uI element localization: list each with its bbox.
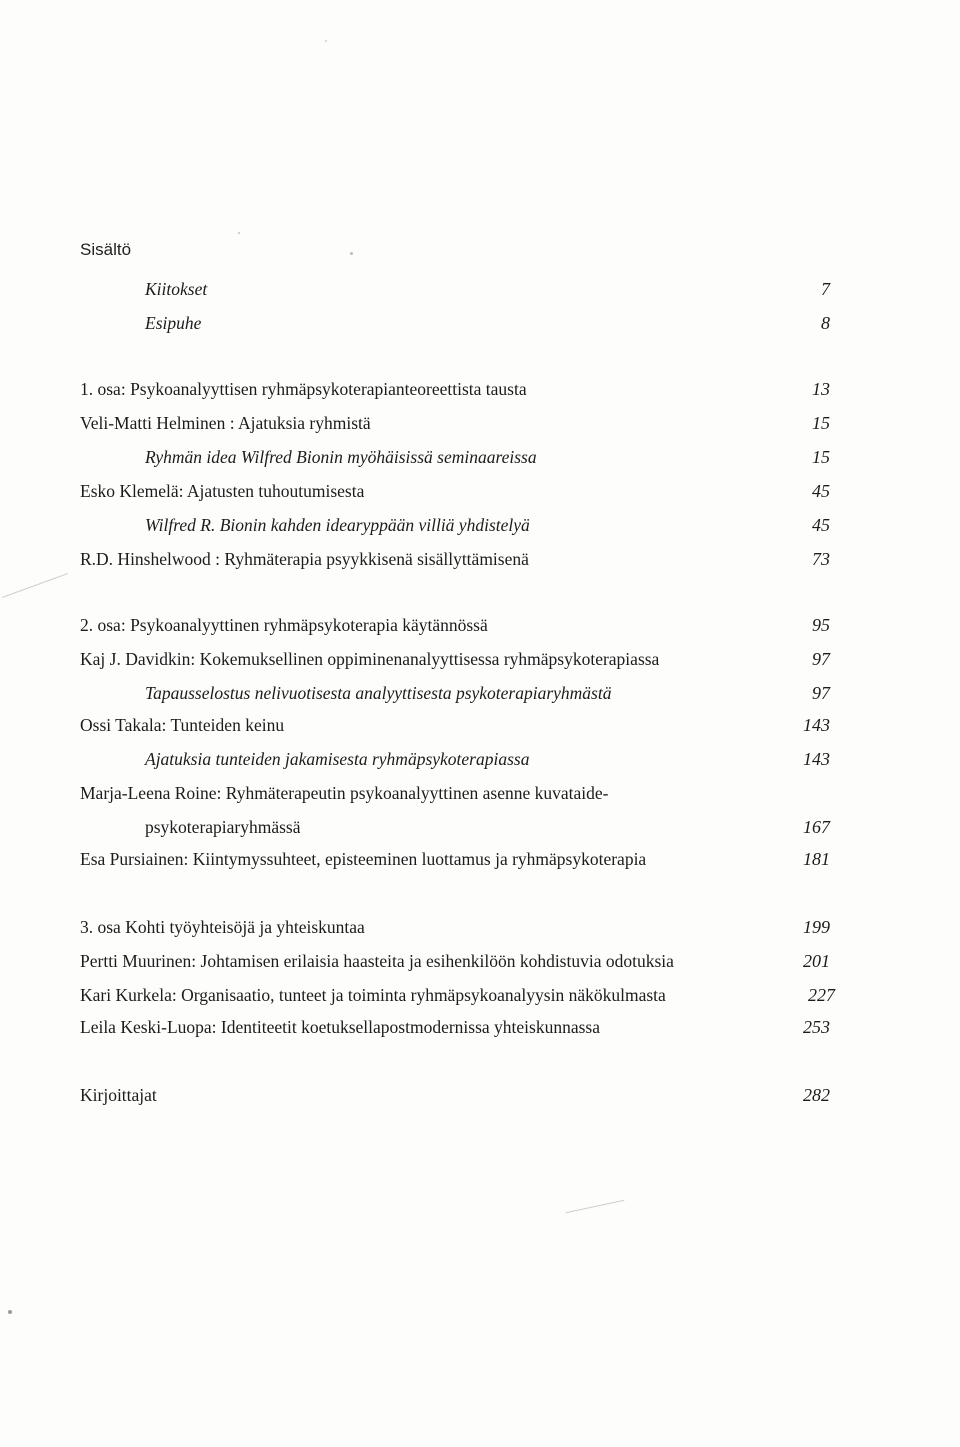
- toc-entry-page: 15: [812, 413, 830, 433]
- toc-entry-page: 143: [803, 749, 830, 769]
- toc-entry-page: 199: [803, 917, 830, 937]
- toc-entry-page: 253: [803, 1017, 830, 1037]
- toc-entry-page: 97: [812, 683, 830, 703]
- toc-entry: [80, 1014, 830, 1040]
- toc-entry-page: 45: [812, 515, 830, 535]
- toc-entry-title: Kiitokset: [145, 279, 208, 299]
- toc-entry-page: 73: [812, 549, 830, 569]
- toc-entry-page: 95: [812, 615, 830, 635]
- toc-entry-title: Leila Keski-Luopa: Identiteetit koetuksellapostmodernissa yhteiskunnassa: [80, 1017, 601, 1037]
- toc-entry-title: Marja-Leena Roine: Ryhmäterapeutin psykoanalyyttinen asenne kuvataide-: [80, 783, 609, 803]
- toc-entry: [80, 546, 830, 572]
- toc-entry-title: 1. osa: Psykoanalyyttisen ryhmäpsykoterapianteoreettista tausta: [80, 379, 527, 399]
- toc-entry-page: 143: [803, 715, 830, 735]
- toc-section-heading: [80, 914, 830, 940]
- toc-entry-page: 201: [803, 951, 830, 971]
- toc-entry-page: 97: [812, 649, 830, 669]
- toc-entry-page: 8: [821, 313, 830, 333]
- toc-entry: [80, 310, 830, 336]
- toc-entry-title: Kirjoittajat: [80, 1085, 157, 1105]
- toc-entry: [80, 1082, 830, 1108]
- scan-speck: [350, 252, 353, 255]
- toc-entry-title: Esko Klemelä: Ajatusten tuhoutumisesta: [80, 481, 365, 501]
- toc-entry-page: 181: [803, 849, 830, 869]
- toc-entry-title: Esipuhe: [145, 313, 202, 333]
- toc-entry-page: 227: [808, 985, 835, 1005]
- toc-entry: [80, 982, 835, 1008]
- toc-entry: [80, 846, 830, 872]
- page-title: Sisältö: [80, 240, 132, 259]
- toc-entry: [80, 814, 830, 840]
- toc-entry-title: 2. osa: Psykoanalyyttinen ryhmäpsykoterapia käytännössä: [80, 615, 488, 635]
- toc-entry-title: Wilfred R. Bionin kahden idearyppään villiä yhdistelyä: [145, 515, 530, 535]
- toc-entry-title: Kari Kurkela: Organisaatio, tunteet ja toiminta ryhmäpsykoanalyysin näkökulmasta: [80, 985, 666, 1005]
- toc-entry-page: 282: [803, 1085, 830, 1105]
- toc-entry: [80, 444, 830, 470]
- toc-entry-title: psykoterapiaryhmässä: [145, 817, 301, 837]
- toc-section-heading: [80, 376, 830, 402]
- toc-entry-page: 13: [812, 379, 830, 399]
- toc-entry: [80, 410, 830, 436]
- toc-entry-title: R.D. Hinshelwood : Ryhmäterapia psyykkisenä sisällyttämisenä: [80, 549, 529, 569]
- toc-entry-title: Tapausselostus nelivuotisesta analyyttisesta psykoterapiaryhmästä: [145, 683, 612, 703]
- toc-entry-title: Ajatuksia tunteiden jakamisesta ryhmäpsykoterapiassa: [145, 749, 530, 769]
- toc-entry-title: Veli-Matti Helminen : Ajatuksia ryhmistä: [80, 413, 371, 433]
- scan-speck: [238, 232, 240, 234]
- toc-entry-page: 7: [821, 279, 830, 299]
- toc-entry-page: 15: [812, 447, 830, 467]
- toc-entry: [80, 948, 830, 974]
- toc-entry-title: Pertti Muurinen: Johtamisen erilaisia haasteita ja esihenkilöön kohdistuvia odotuksia: [80, 951, 674, 971]
- toc-entry: [80, 746, 830, 772]
- toc-entry: [80, 646, 830, 672]
- toc-entry-title: Kaj J. Davidkin: Kokemuksellinen oppiminenanalyyttisessa ryhmäpsykoterapiassa: [80, 649, 660, 669]
- toc-entry-title: Ossi Takala: Tunteiden keinu: [80, 715, 285, 735]
- toc-entry: [80, 712, 830, 738]
- toc-entry-title: Ryhmän idea Wilfred Bionin myöhäisissä seminaareissa: [145, 447, 537, 467]
- toc-entry: [80, 276, 830, 302]
- toc-entry: [80, 780, 830, 806]
- toc-entry-page: 45: [812, 481, 830, 501]
- toc-entry-title: 3. osa Kohti työyhteisöjä ja yhteiskuntaa: [80, 917, 365, 937]
- toc-entry: [80, 478, 830, 504]
- scan-speck: [325, 40, 327, 42]
- toc-entry-page: 167: [803, 817, 830, 837]
- toc-section-heading: [80, 612, 830, 638]
- toc-entry: [80, 680, 830, 706]
- scan-speck: [8, 1310, 12, 1314]
- toc-entry-title: Esa Pursiainen: Kiintymyssuhteet, episteeminen luottamus ja ryhmäpsykoterapia: [80, 849, 647, 869]
- toc-entry: [80, 512, 830, 538]
